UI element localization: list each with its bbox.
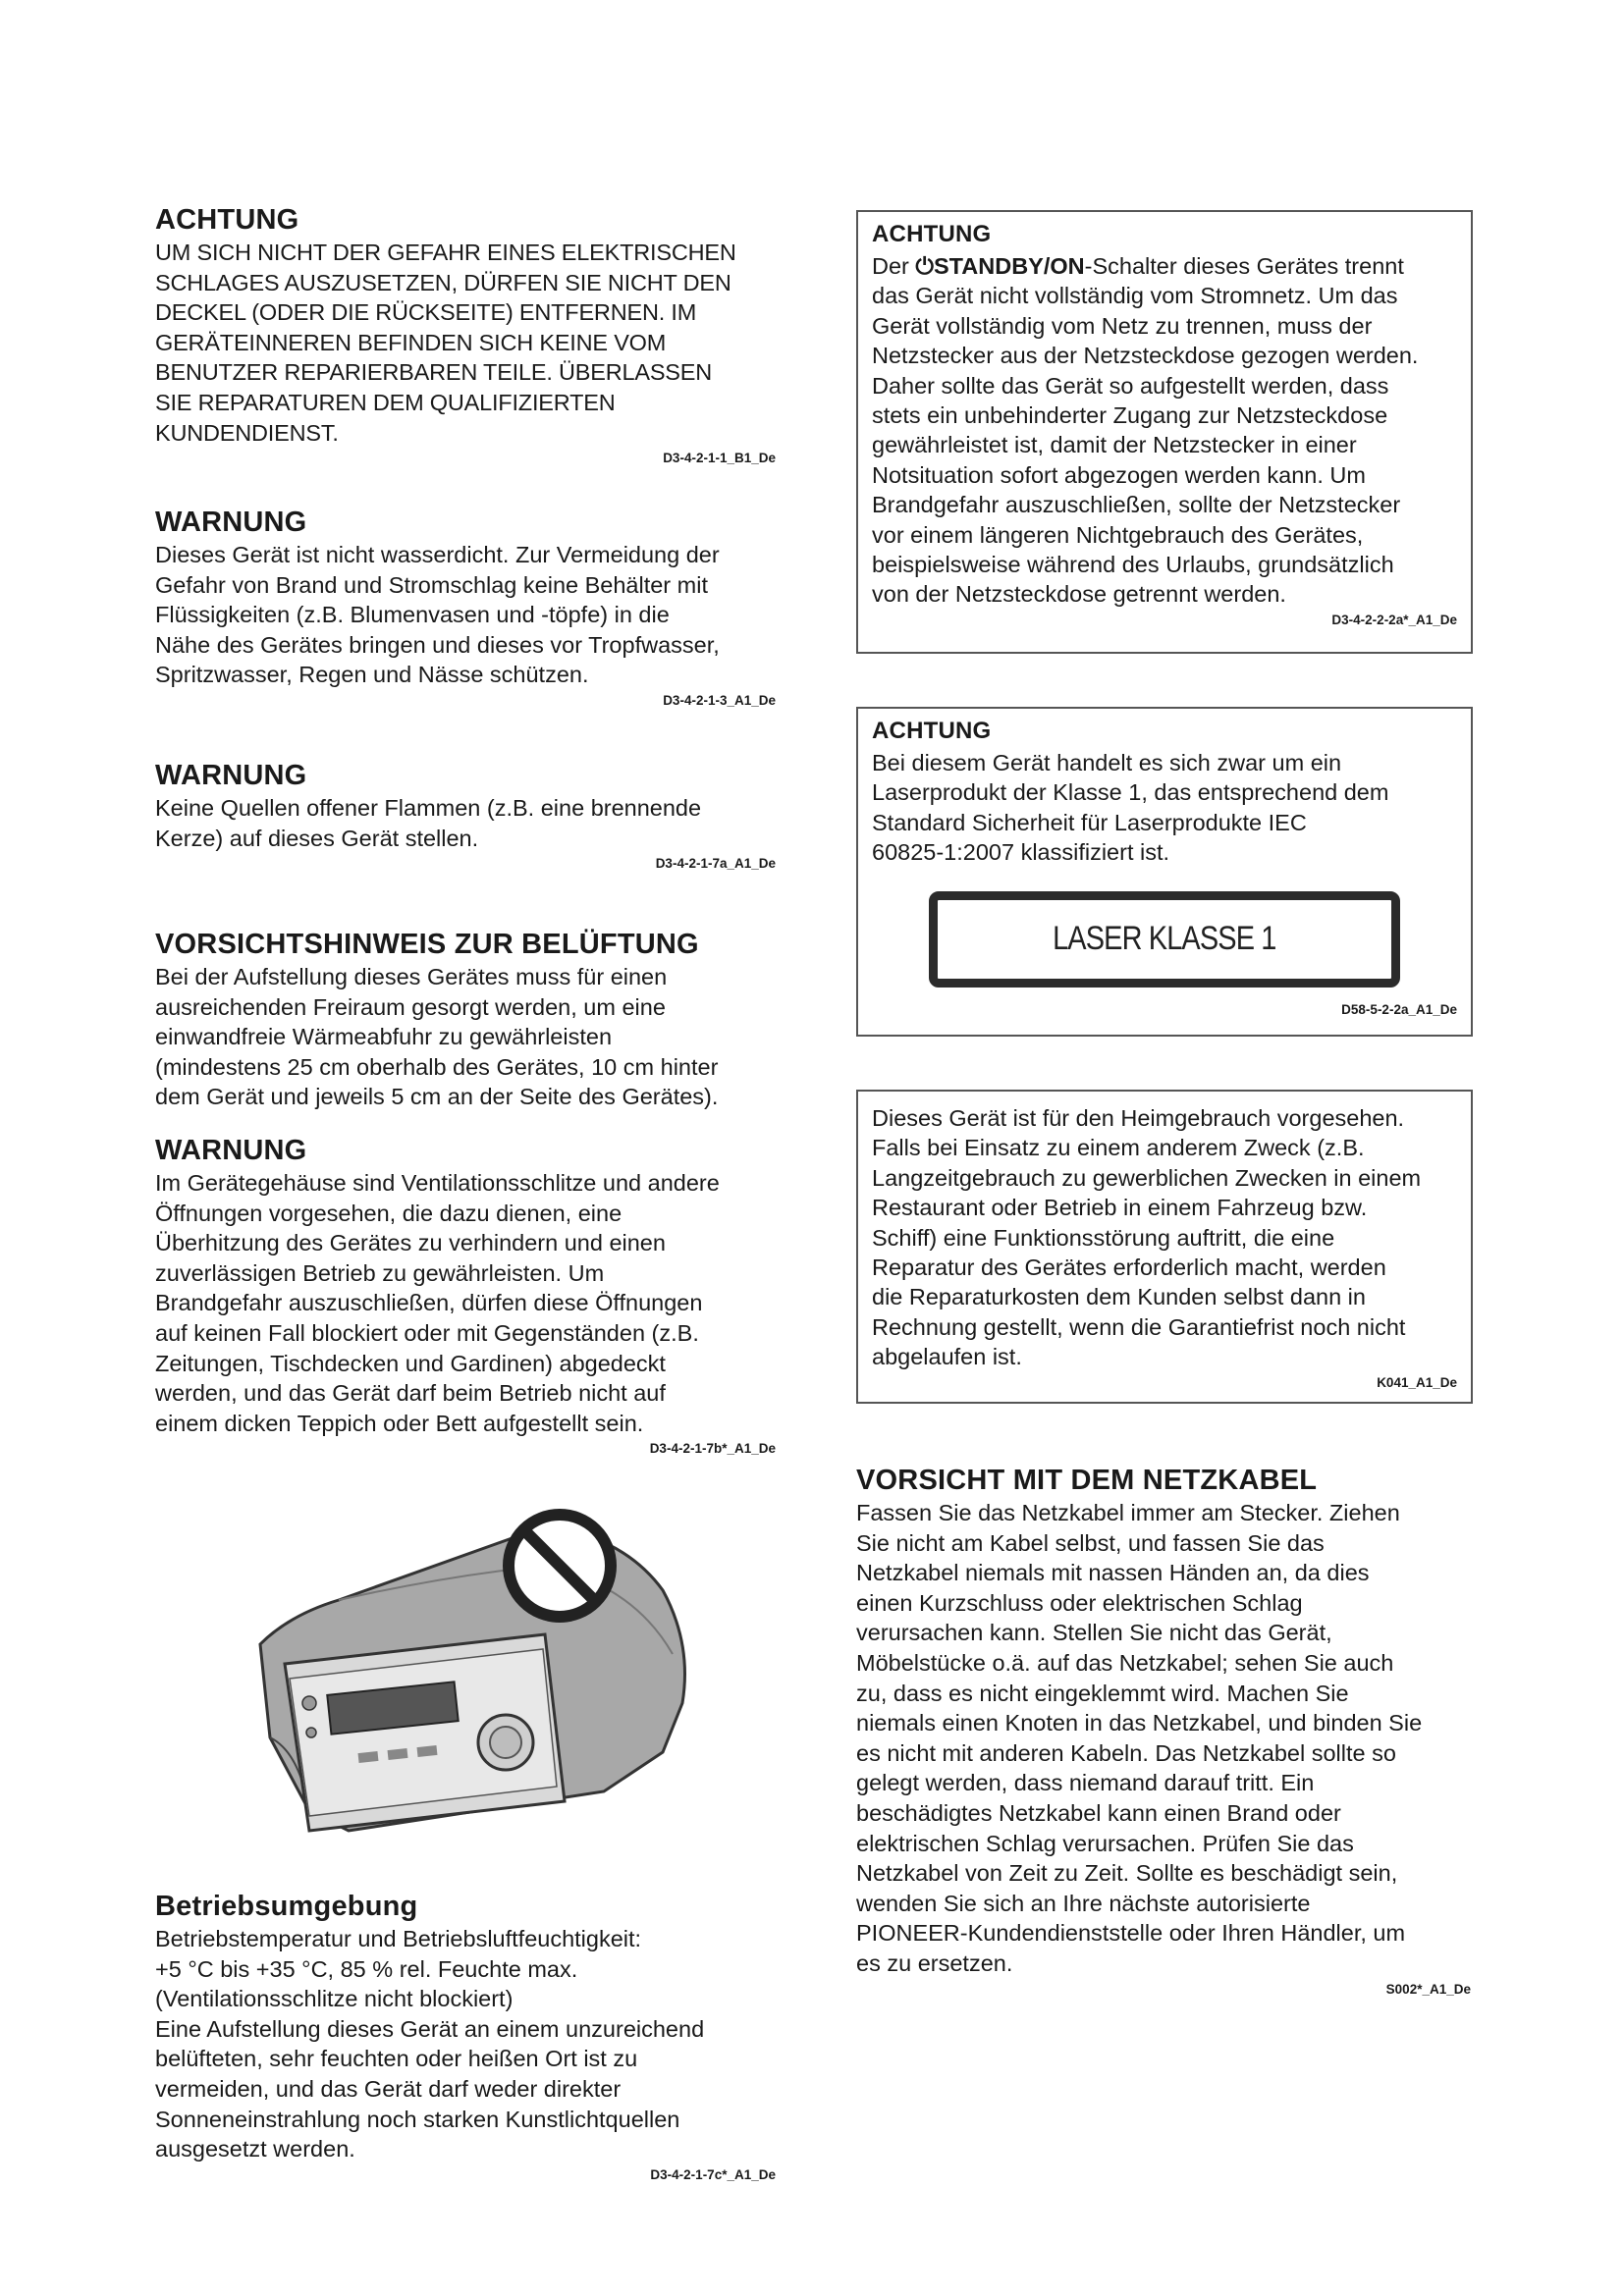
doc-code: D3-4-2-1-7c*_A1_De [650,2166,776,2182]
section-text: UM SICH NICHT DER GEFAHR EINES ELEKTRISCHEN SCHLAGES AUSZUSETZEN, DÜRFEN SIE NICHT DEN DECKEL (ODER DIE RÜCKSEITE) ENTFERNEN. IM GERÄTEINNEREN BEFINDEN SICH KEINE VOM BENUTZER REPARIERBAREN TEILE. ÜBERLASSEN SIE REPARATUREN DEM QUALIFIZIERTEN KUNDENDIENST. [155,240,736,446]
section-text: Fassen Sie das Netzkabel immer am Stecker. Ziehen Sie nicht am Kabel selbst, und fassen Sie das Netzkabel niemals mit nassen Händen an, da dies einen Kurzschluss oder elektrischen Schlag verursachen kann. Stellen Sie nicht das Gerät, Möbelstücke o.ä. auf das Netzkabel; sehen Sie auch zu, dass es nicht eingeklemmt wird. Machen Sie niemals einen Knoten in das Netzkabel, und binden Sie es nicht mit anderen Kabeln. Das Netzkabel sollte so gelegt werden, dass niemand darauf tritt. Ein beschädigtes Netzkabel kann einen Brand oder elektrischen Schlag verursachen. Prüfen Sie das Netzkabel von Zeit zu Zeit. Sollte es beschädigt sein, wenden Sie sich an Ihre nächste autorisierte PIONEER-Kundendienststelle oder Ihren Händler, um es zu ersetzen. [856,1500,1423,1976]
box-text: Bei diesem Gerät handelt es sich zwar um ein Laserprodukt der Klasse 1, das entsprechend dem Standard Sicherheit für Laserprodukte IEC 60825-1:2007 klassifiziert ist. [872,750,1389,866]
section-title: WARNUNG [155,1135,307,1166]
section-achtung-shock [155,204,776,467]
section-title: ACHTUNG [155,204,299,236]
box-achtung-laser [856,707,1473,1037]
box-achtung-standby [856,210,1473,654]
doc-code: S002*_A1_De [1385,1981,1471,1997]
section-warnung-vents [155,1135,776,1458]
section-title: VORSICHT MIT DEM NETZKABEL [856,1465,1318,1496]
section-betriebsumgebung [155,1891,776,2184]
section-text: Im Gerätegehäuse sind Ventilationsschlitze und andere Öffnungen vorgesehen, die dazu dienen, eine Überhitzung des Gerätes zu verhindern und einen zuverlässigen Betrieb zu gewährleisten. Um Brandgefahr auszuschließen, dürfen diese Öffnungen auf keinen Fall blockiert oder mit Gegenständen (z.B. Zeitungen, Tischdecken und Gardinen) abgedeckt werden, und das Gerät darf beim Betrieb nicht auf einem dicken Teppich oder Bett aufgestellt sein. [155,1170,720,1436]
standby-on-label: STANDBY/ON [934,253,1085,279]
section-title: VORSICHTSHINWEIS ZUR BELÜFTUNG [155,929,699,960]
text-suffix: -Schalter dieses Gerätes trennt das Gerät nicht vollständig vom Stromnetz. Um das Gerät vollständig vom Netz zu trennen, muss der Netzstecker aus der Netzsteckdose gezogen werden. Daher sollte das Gerät so aufgestellt werden, dass stets ein unbehinderter Zugang zur Netzsteckdose gewährleistet ist, damit der Netzstecker in einer Notsituation sofort abgezogen werden kann. Um Brandgefahr auszuschließen, sollte der Netzstecker vor einem längeren Nichtgebrauch des Gerätes, beispielsweise während des Urlaubs, grundsätzlich von der Netzsteckdose getrennt werden. [872,253,1419,608]
section-text: Bei der Aufstellung dieses Gerätes muss für einen ausreichenden Freiraum gesorgt werden, um eine einwandfreie Wärmeabfuhr zu gewährleisten (mindestens 25 cm oberhalb des Gerätes, 10 cm hinter dem Gerät und jeweils 5 cm an der Seite des Gerätes). [155,964,719,1110]
section-warnung-water [155,507,776,710]
box-text [872,251,1457,610]
laser-class-label [929,891,1400,988]
laser-class-text: LASER KLASSE 1 [1053,920,1276,958]
section-ventilation-note [155,929,776,1112]
section-title: WARNUNG [155,507,307,538]
power-icon: ⏻ [915,253,934,279]
doc-code: D3-4-2-1-1_B1_De [663,451,776,466]
doc-code: D3-4-2-1-7a_A1_De [655,856,776,872]
doc-code: D3-4-2-2-2a*_A1_De [1331,612,1457,627]
doc-code: D3-4-2-1-3_A1_De [663,692,776,708]
section-warnung-flame [155,760,776,873]
section-text: Betriebstemperatur und Betriebsluftfeuchtigkeit: +5 °C bis +35 °C, 85 % rel. Feuchte max. (Ventilationsschlitze nicht blockiert) Eine Aufstellung dieses Gerät an einem unzureichend belüfteten, sehr feuchten oder heißen Ort ist zu vermeiden, und das Gerät darf weder direkter Sonneneinstrahlung noch starken Kunstlichtquellen ausgesetzt werden. [155,1926,705,2163]
section-text: Keine Quellen offener Flammen (z.B. eine brennende Kerze) auf dieses Gerät stellen. [155,795,702,851]
section-title: Betriebsumgebung [155,1891,418,1922]
doc-code: D58-5-2-2a_A1_De [1341,1001,1457,1017]
text-prefix: Der [872,253,916,279]
doc-code: D3-4-2-1-7b*_A1_De [649,1441,776,1457]
box-text: Dieses Gerät ist für den Heimgebrauch vorgesehen. Falls bei Einsatz zu einem anderem Zweck (z.B. Langzeitgebrauch zu gewerblichen Zwecken in einem Restaurant oder Betrieb in einem Fahrzeug bzw. Schiff) eine Funktionsstörung auftritt, die eine Reparatur des Gerätes erforderlich macht, werden die Reparaturkosten dem Kunden selbst dann in Rechnung gestellt, wenn die Garantiefrist noch nicht abgelaufen ist. [872,1105,1422,1370]
doc-code: K041_A1_De [1377,1374,1457,1390]
box-home-use [856,1090,1473,1404]
section-text: Dieses Gerät ist nicht wasserdicht. Zur Vermeidung der Gefahr von Brand und Stromschlag keine Behälter mit Flüssigkeiten (z.B. Blumenvasen und -töpfe) in die Nähe des Gerätes bringen und dieses vor Tropfwasser, Spritzwasser, Regen und Nässe schützen. [155,542,720,688]
covered-device-illustration [250,1507,702,1860]
box-title: ACHTUNG [872,718,992,744]
section-title: WARNUNG [155,760,307,791]
section-netzkabel [856,1465,1481,1999]
box-title: ACHTUNG [872,221,992,247]
